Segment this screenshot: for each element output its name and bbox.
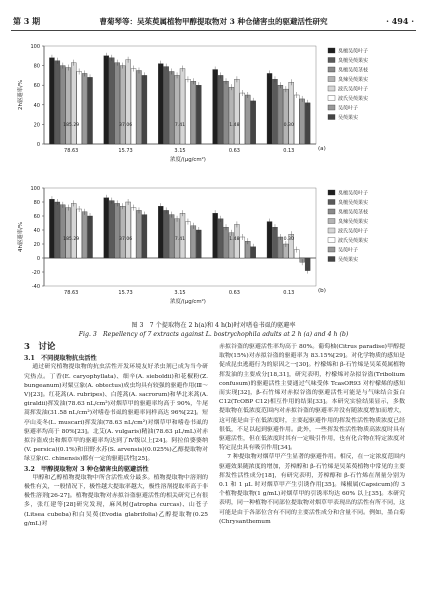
legend-label: 臭檀吴萸果实 [338,200,369,206]
bar [234,79,239,144]
y-tick-label: 20 [33,122,40,129]
bar [55,61,60,144]
bar [82,73,87,144]
bar [131,69,136,144]
legend-swatch [328,200,335,205]
legend-swatch [328,190,335,195]
legend-label: 臭辣吴萸果实 [338,219,369,225]
bar [71,63,76,144]
y-axis-label: 4h驱避率/% [18,222,24,252]
bar [169,71,174,144]
bar [300,99,305,144]
legend-swatch [328,257,335,262]
bar [251,101,256,144]
data-annotation: 185.29 [63,123,80,128]
bar [267,222,272,258]
bar [109,201,114,258]
bar [245,95,250,144]
bar [60,66,65,144]
y-tick-label: 40 [33,228,40,234]
bar [218,219,223,258]
y-tick-label: 100 [30,186,40,192]
y-tick-label: 40 [33,102,40,109]
bar [66,68,71,144]
y-tick-label: 80 [33,200,40,206]
legend-swatch [328,77,335,82]
legend-swatch [328,238,335,243]
subsection-title: 3.2 甲醇提取物对 3 种仓储害虫的驱避活性 [24,465,149,473]
bar [77,71,82,144]
bar [126,60,131,144]
legend-swatch [328,86,335,91]
bar [191,81,196,144]
bar [224,81,229,144]
paragraph: 7 种提取物对烟草甲产生显著的驱避作用。相反，在一定浓度范围内驱避效果随浓度的增加，芳樟醇和 β-石竹烯是吴茱萸植物中常见的主要挥发性活性成分[18]，有研究表明，芳樟醇和 β-石竹烯在剂量分别为 0.1 和 1 μL 时对烟草甲产生引诱作用[35]。辣椒属(Capsicum)的 3 个植物提取物(1 g/mL)对烟草甲的引诱率均达 60% 以上[35]。本研究表明，同一种植物不同部位提取物对烟草甲表现出的活性有所不同，这可能是由于各部位含有不同的主要活性成分和含量不同。例如，墨白菊(Chrysanthemum [219,454,405,525]
bar [60,205,65,258]
bar [142,215,147,258]
bar [272,227,277,258]
legend-label: 波氏吴萸叶子 [338,86,369,93]
bar [164,67,169,144]
legend-swatch [328,209,335,214]
bar [158,64,163,144]
data-annotation: 7.41 [174,123,186,128]
legend-label: 臭辣吴萸果实 [338,77,369,83]
legend-swatch [328,247,335,252]
x-tick-label: 0.13 [283,290,295,296]
bar [77,209,82,258]
legend-swatch [328,58,335,63]
legend-label: 臭檀吴萸叶子 [338,190,369,197]
bar [213,70,218,144]
panel-label: (b) [318,288,326,294]
bar [240,237,245,258]
bar [55,202,60,258]
legend-swatch [328,67,335,72]
legend-label: 波氏吴萸果实 [338,96,369,102]
running-title: 曹菊琴等：吴茱萸属植物甲醇提取物对 3 种仓储害虫的驱避活性研究 [99,17,328,26]
bar [289,82,294,144]
bar [115,63,120,144]
data-annotation: 1.48 [229,123,240,128]
bar [283,89,288,144]
bar [180,213,185,258]
bar [185,79,190,144]
data-annotation: 0.30 [283,123,294,128]
y-tick-label: 0 [36,142,40,148]
x-tick-label: 0.63 [228,148,240,154]
bar [109,58,114,144]
legend-swatch [328,105,335,110]
y-tick-label: -20 [31,270,40,276]
bar [196,230,201,258]
bar [224,227,229,258]
legend-label: 吴萸果实 [338,115,359,121]
x-axis-label: 浓度/(μg/cm²) [170,299,206,305]
legend-label: 波氏吴萸叶子 [338,228,369,235]
legend-label: 臭檀吴萸果实 [338,58,369,64]
x-tick-label: 3.15 [174,290,186,296]
data-annotation: 0.30 [283,237,294,242]
data-annotation: 185.29 [63,237,80,242]
bar [196,85,201,144]
bar [175,75,180,144]
legend-swatch [328,219,335,224]
y-tick-label: 60 [33,214,40,220]
bar [272,79,277,144]
data-annotation: 7.41 [174,237,186,242]
left-column [24,343,208,529]
y-tick-label: 100 [30,44,40,50]
bar [136,210,141,258]
legend-label: 臭檀吴萸茎枝 [338,209,369,216]
legend-label: 吴萸果实 [338,257,359,263]
issue-label: 第 3 期 [13,16,41,26]
bar [120,66,125,144]
bar [66,208,71,258]
x-axis-label: 浓度/(μg/cm²) [170,157,206,163]
y-tick-label: 80 [33,63,40,70]
bar [120,206,125,258]
x-tick-label: 3.15 [174,148,186,154]
y-tick-label: -40 [31,284,40,290]
x-tick-label: 78.63 [64,148,79,154]
bar [115,203,120,258]
bar [71,203,76,258]
legend-label: 臭檀吴萸茎枝 [338,67,369,74]
bar [88,216,93,258]
right-column [219,343,405,527]
legend-swatch [328,115,335,120]
legend-label: 吴萸叶子 [338,105,359,112]
bar [305,103,310,144]
bar [218,75,223,144]
bar [104,198,109,258]
chart-a [0,36,427,179]
x-tick-label: 78.63 [64,290,79,296]
data-annotation: 37.06 [119,237,133,242]
legend-swatch [328,228,335,233]
bar [278,237,283,258]
data-annotation: 1.48 [229,237,240,242]
legend-swatch [328,48,335,53]
bar [164,210,169,258]
bar [49,58,54,144]
bar [88,77,93,144]
bar [126,202,131,258]
bar [82,212,87,258]
bar [267,73,272,144]
y-tick-label: 0 [36,256,40,262]
bar [278,85,283,144]
x-tick-label: 0.13 [283,148,295,154]
paragraph: 甲醇和乙醇植物提取物中所含活性成分最多。植物提取物中溶剂的极性有关，一般情况下，极性越大提取率越大，极性溶剂提取率高于非极性溶剂[26-27]。植物提取物对赤拟谷盗驱避活性的相关研究已有很多，张红建等[28]研究发现，麻风树(Jatropha curcas)、山苍子(Litsea cubeba)和白吴萸(Evodia glabrifolia)乙醇提取物(0.25 g/mL)对 [24,474,208,527]
y-tick-label: 60 [33,83,40,90]
x-tick-label: 15.73 [118,148,133,154]
page-number: · 494 · [386,16,414,26]
legend-label: 波氏吴萸果实 [338,238,369,244]
subsection-title: 3.1 不同提取物抗虫活性 [24,355,97,363]
section-title: 3 讨论 [24,342,56,352]
bar [229,87,234,144]
figure-caption-en: Fig. 3 Repellency of 7 extracts against L. bostrychophila adults at 2 h (a) and 4 h (b) [78,331,349,338]
bar [136,71,141,145]
x-tick-label: 15.73 [118,290,133,296]
legend-label: 臭檀吴萸叶子 [338,48,369,55]
data-annotation: 37.06 [119,123,133,128]
bar [142,75,147,144]
bar [131,208,136,258]
y-axis-label: 2h驱避率/% [18,80,24,110]
bar [294,95,299,144]
chart-b [0,178,427,321]
bar [169,215,174,258]
header-rule [11,30,416,31]
bar [49,199,54,258]
legend-swatch [328,96,335,101]
panel-label: (a) [318,146,326,152]
bar [240,93,245,144]
running-header [0,0,427,34]
bar [191,226,196,258]
figure-caption-cn: 图 3 7 个提取物在 2 h(a)和 4 h(b)时对嗜卷书虱的驱避率 [131,322,296,329]
bar [185,222,190,258]
bar [104,56,109,144]
paragraph: 通过研究植物提取物的抗虫活性开发环境友好杀虫剂已成为当今研究热点。丁香(E. caryophyllata)、细辛(A. sieboldii)和花椒粉(Z. bungeanum)对粟豆象(A. obtectus)成虫均具有较强的驱避作用(Ⅲ～Ⅴ)[23]。红花蒿(A. rubripes)、白莲蒿(A. sacrorum)和华北米蒿(A. giraldii)挥发油(78.63 nL/cm²)对烟草甲的驱避率均高于 90%，牛尾蒿挥发油(31.58 nL/cm²)对嗜卷书虱的驱避率同样高达 96%[22]。短亭山麦冬(L. muscari)挥发油(78.63 nL/cm²)对烟草甲和嗜卷书虱的驱避率均高于 80%[23]。北艾(A. vulgaris)精油(78.63 μL/mL)对赤拟谷盗成虫和烟草甲的驱避率均达到了Ⅳ级以上[24]。阿拉伯婆婆纳(V. persica)(0.1%)和田野水苏(S. arvensis)(0.025%)乙醇提取物对绿豆象(C. chinensis)都有一定的驱避活性[25]。 [24,364,208,463]
bar [213,213,218,258]
y-tick-label: 20 [33,242,40,248]
legend-label: 吴萸叶子 [338,247,359,254]
bar [158,206,163,258]
paragraph: 赤拟谷盗的驱避活性率均高于 80%。葡萄柚(Citrus paradise)甲醇提取物(15%)对赤拟谷盗的驱避率为 83.15%[29]。对化学物质的感知是促成昆虫逃避行为的原因之一[30]。柠檬烯和 β-石竹烯是吴茱萸属植物挥发油的主要成分[18,31]，研究表明，柠檬烯对杂拟谷盗(Tribolium confusum)的驱避活性主要通过气味受体 TcasOR93 对柠檬烯的感知而实现[32]，β-石竹烯对赤拟谷盗的驱避活性可能是与气味结合蛋白 C12(TcOBP C12)相互作用的结果[33]。本研究实验结果显示，多数提取物在低浓度范围内对赤拟谷盗的驱避率并没有随浓度增加而增大，这可能是由于在低浓度时，主要起驱避作用的挥发性活性物质浓度已经很低，不足以起到驱避作用。此外，一些挥发性活性物质高浓度时具有驱避活性，但在低浓度时其有一定吸引作用，也有化合物在特定浓度对特定昆虫具有吸引作用[34]。 [219,344,405,452]
x-tick-label: 0.63 [228,290,240,296]
bar [180,69,185,144]
